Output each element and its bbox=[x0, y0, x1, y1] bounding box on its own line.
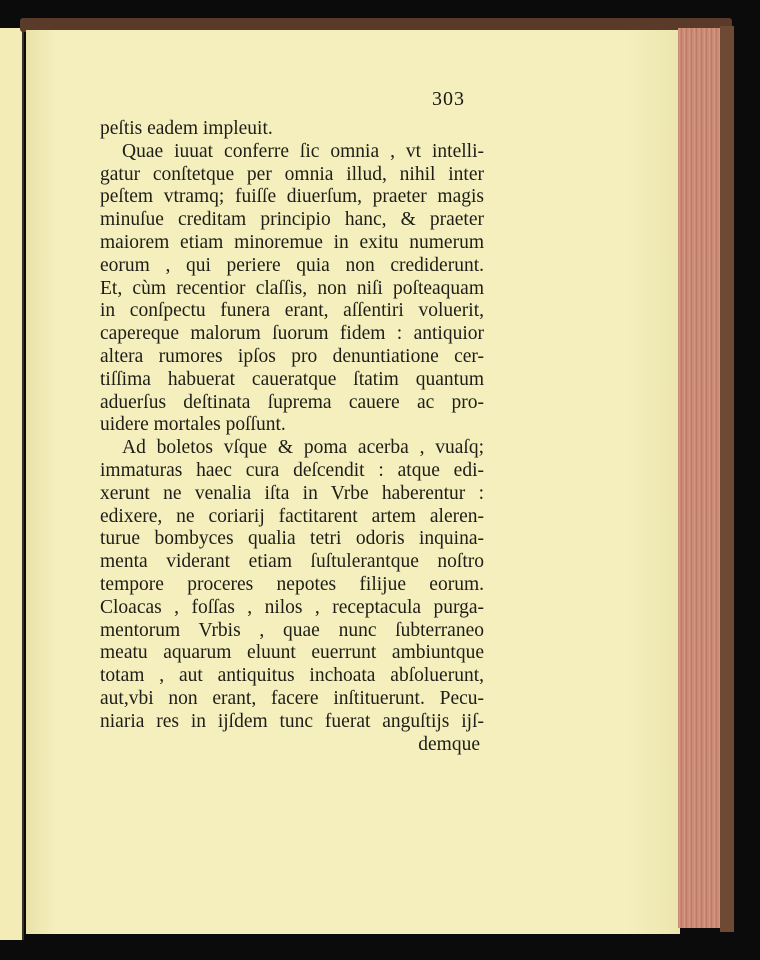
text-line: Quae iuuat conferre ſic omnia , vt intelli- bbox=[122, 140, 484, 162]
text-line: aduerſus deſtinata ſuprema cauere ac pro- bbox=[100, 391, 484, 413]
text-line: gatur conſtetque per omnia illud, nihil inter bbox=[100, 163, 484, 185]
catchword: demque bbox=[418, 733, 480, 755]
text-line: edixere, ne coriarij factitarent artem aleren- bbox=[100, 505, 484, 527]
text-line: tempore proceres nepotes filijue eorum. bbox=[100, 573, 484, 595]
text-line: xerunt ne venalia iſta in Vrbe haberentur : bbox=[100, 482, 484, 504]
text-line: Ad boletos vſque & poma acerba , vuaſq; bbox=[122, 437, 484, 459]
text-line: niaria res in ijſdem tunc fuerat anguſtijs ijſ- bbox=[100, 710, 484, 732]
text-line: tiſſima habuerat caueratque ſtatim quantum bbox=[100, 368, 484, 390]
page-number: 303 bbox=[432, 88, 465, 110]
text-line: capereque malorum ſuorum fidem : antiquior bbox=[100, 323, 484, 345]
text-line: maiorem etiam minoremue in exitu numerum bbox=[100, 231, 484, 253]
text-line: turue bombyces qualia tetri odoris inquina- bbox=[100, 528, 484, 550]
text-line: uidere mortales poſſunt. bbox=[100, 414, 286, 436]
book-binding-left bbox=[0, 28, 24, 940]
text-line: totam , aut antiquitus inchoata abſoluerunt, bbox=[100, 665, 484, 687]
page-edges bbox=[678, 28, 724, 928]
text-line: menta viderant etiam ſuſtulerantque noſtro bbox=[100, 551, 484, 573]
text-line: altera rumores ipſos pro denuntiatione cer- bbox=[100, 345, 484, 367]
text-line: Cloacas , foſſas , nilos , receptacula purga- bbox=[100, 596, 484, 618]
text-line: immaturas haec cura deſcendit : atque edi- bbox=[100, 459, 484, 481]
text-line: peſtis eadem impleuit. bbox=[100, 118, 273, 139]
text-line: in conſpectu funera erant, aſſentiri voluerit, bbox=[100, 300, 484, 322]
text-line: meatu aquarum eluunt euerrunt ambiuntque bbox=[100, 642, 484, 664]
book-cover-right bbox=[720, 26, 734, 932]
text-line: eorum , qui periere quia non crediderunt. bbox=[100, 254, 484, 276]
text-line: Et, cùm recentior claſſis, non niſi poſteaquam bbox=[100, 277, 484, 299]
text-line: minuſue creditam principio hanc, & praeter bbox=[100, 209, 484, 231]
text-line: aut,vbi non erant, facere inſtituerunt. Pecu- bbox=[100, 687, 484, 709]
text-line: peſtem vtramq; fuiſſe diuerſum, praeter magis bbox=[100, 186, 484, 208]
body-text bbox=[100, 118, 484, 756]
text-line: mentorum Vrbis , quae nunc ſubterraneo bbox=[100, 619, 484, 641]
